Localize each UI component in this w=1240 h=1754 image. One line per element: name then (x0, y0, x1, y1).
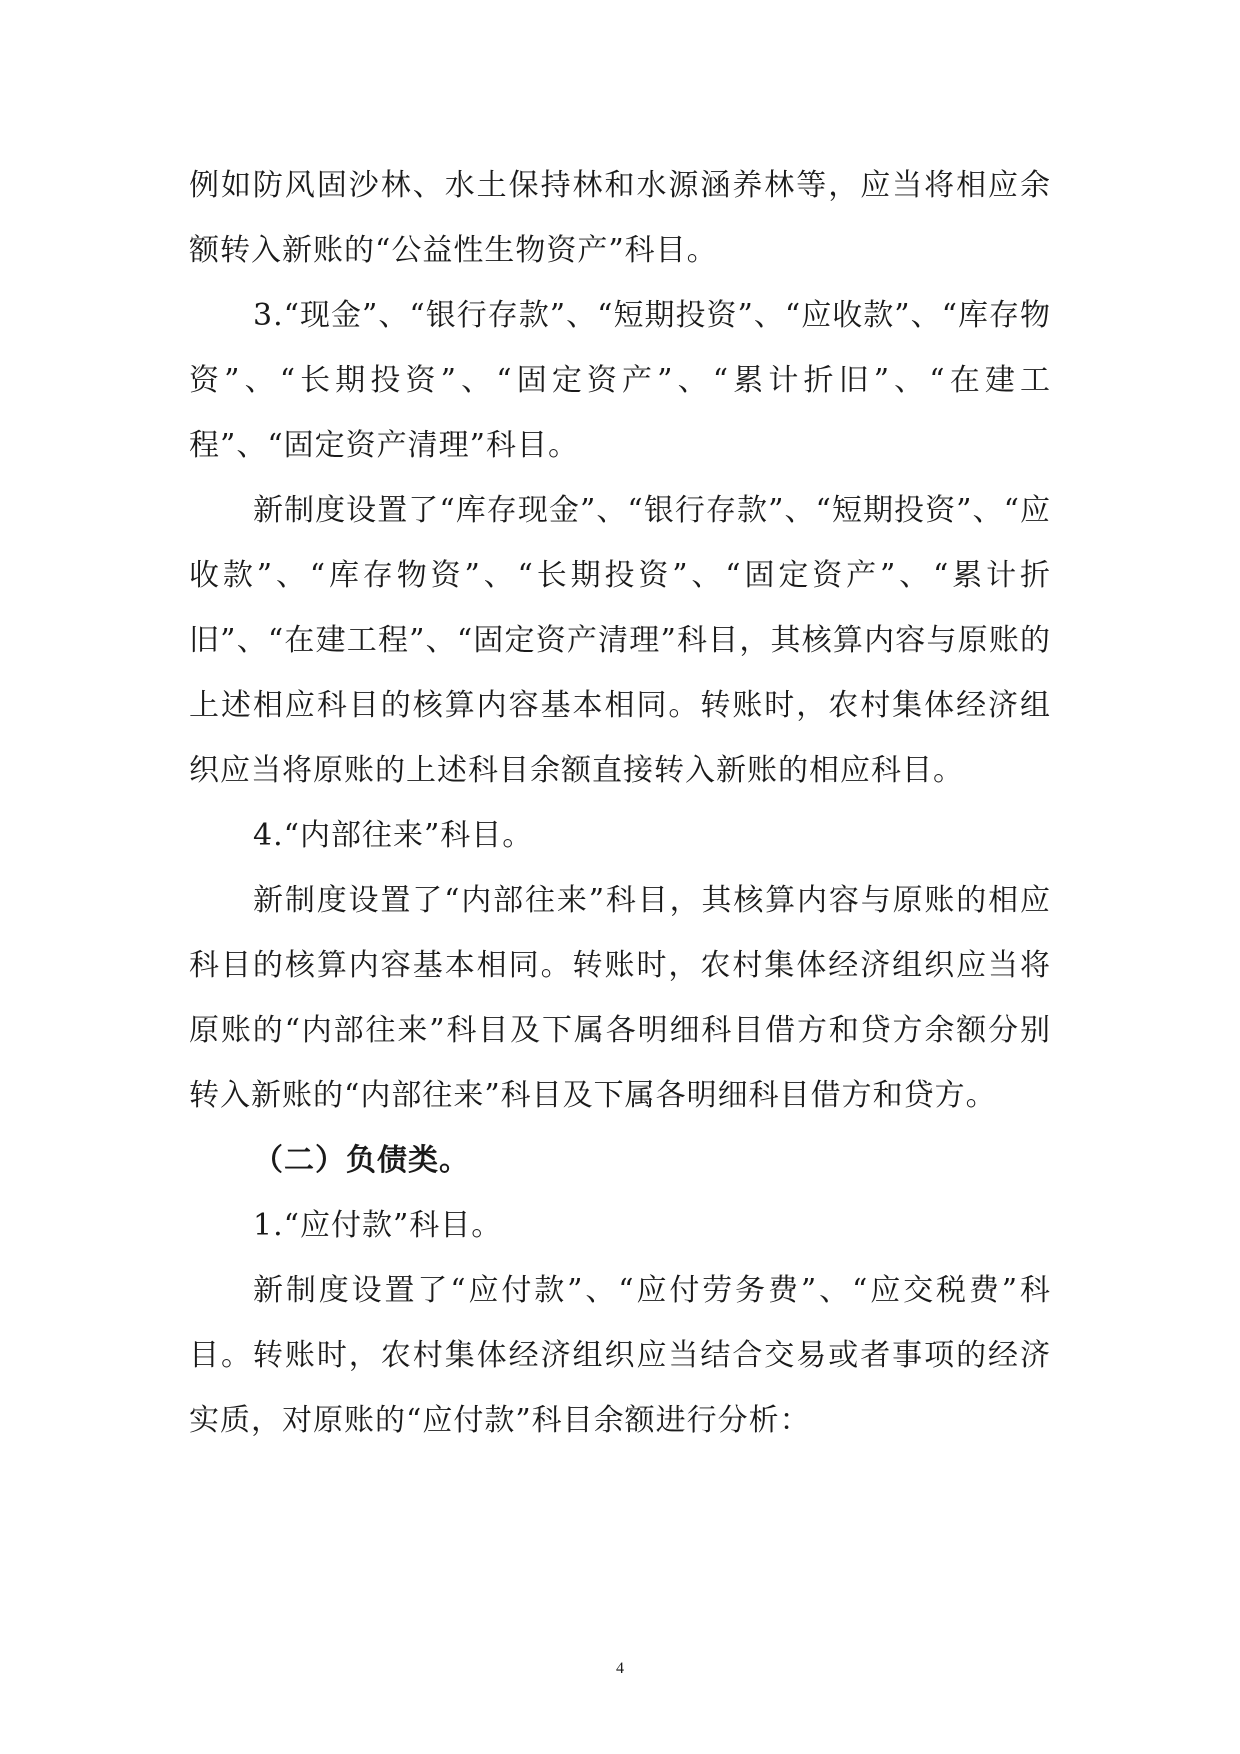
section-heading-liabilities: （二）负债类。 (253, 1143, 470, 1178)
paragraph-forest-assets: 例如防风固沙林、水土保持林和水源涵养林等，应当将相应余额转入新账的“公益性生物资产”科目。 (189, 168, 1051, 268)
paragraph-item-3-body: 新制度设置了“库存现金”、“银行存款”、“短期投资”、“应收款”、“库存物资”、“长期投资”、“固定资产”、“累计折旧”、“在建工程”、“固定资产清理”科目，其核算内容与原账的上述相应科目的核算内容基本相同。转账时，农村集体经济组织应当将原账的上述科目余额直接转入新账的相应科目。 (189, 493, 1051, 788)
paragraph-item-4-body: 新制度设置了“内部往来”科目，其核算内容与原账的相应科目的核算内容基本相同。转账时，农村集体经济组织应当将原账的“内部往来”科目及下属各明细科目借方和贷方余额分别转入新账的“内部往来”科目及下属各明细科目借方和贷方。 (189, 883, 1051, 1113)
paragraph-liab-item-1-title: 1.“应付款”科目。 (253, 1208, 503, 1243)
paragraph-item-3-title: 3.“现金”、“银行存款”、“短期投资”、“应收款”、“库存物资”、“长期投资”、“固定资产”、“累计折旧”、“在建工程”、“固定资产清理”科目。 (189, 298, 1051, 463)
paragraph-item-4-title: 4.“内部往来”科目。 (253, 818, 534, 853)
paragraph-liab-item-1-body: 新制度设置了“应付款”、“应付劳务费”、“应交税费”科目。转账时，农村集体经济组织应当结合交易或者事项的经济实质，对原账的“应付款”科目余额进行分析： (189, 1273, 1051, 1438)
page-number: 4 (616, 1660, 624, 1677)
body-text (189, 153, 1051, 1453)
